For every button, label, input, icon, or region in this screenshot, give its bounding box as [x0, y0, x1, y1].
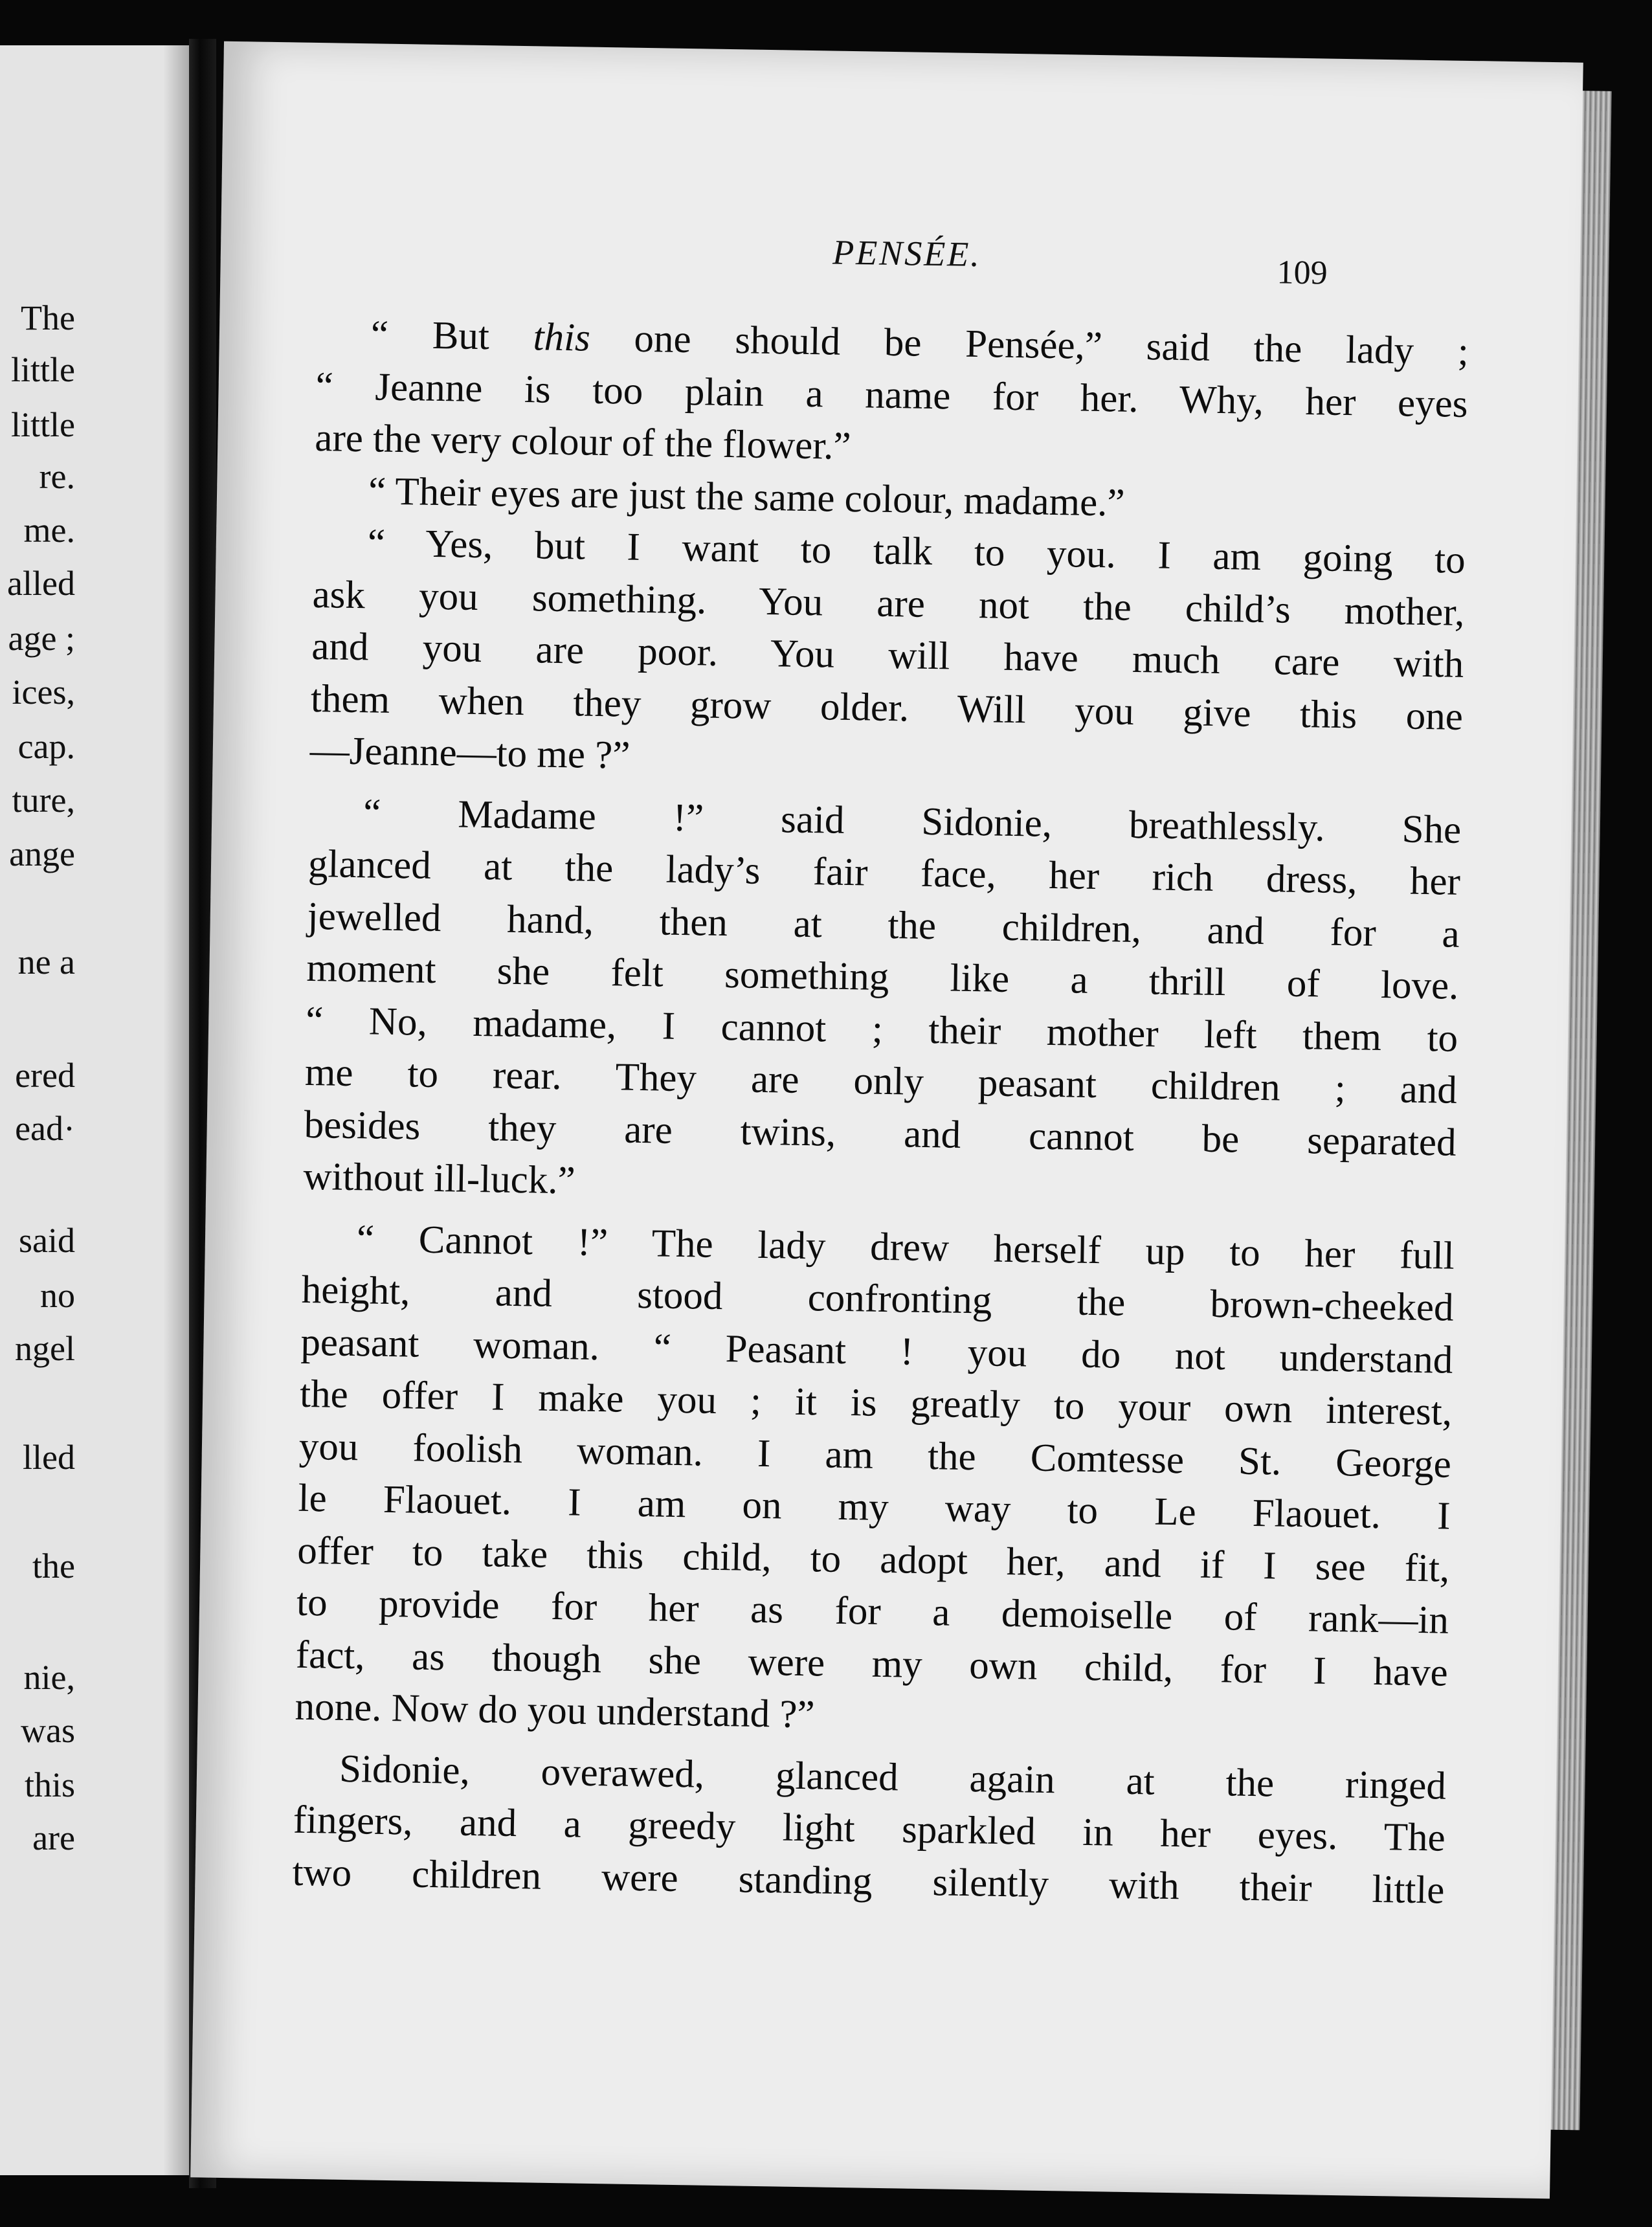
text-line: le Flaouet. I am on my way to Le Flaouet. I [298, 1476, 1451, 1538]
text-line: peasant woman. “ Peasant ! you do not understand [300, 1320, 1453, 1382]
left-page-fragment: cap. [17, 727, 75, 766]
left-page-fragment: lled [23, 1438, 75, 1477]
text-line: Sidonie, overawed, glanced again at the ringed [339, 1747, 1447, 1808]
text-line: jewelled hand, then at the children, and for a [307, 894, 1460, 956]
text-line: “ But this one should be Pensée,” said the lady ; [370, 313, 1469, 374]
left-page-fragment: age ; [8, 619, 75, 658]
text-line: “ Cannot !” The lady drew herself up to her full [356, 1216, 1455, 1278]
text-line: me to rear. They are only peasant children ; and [304, 1050, 1458, 1112]
text-line: moment she felt something like a thrill of love. [306, 946, 1459, 1008]
emphasis-word: this [533, 315, 591, 360]
text-line: besides they are twins, and cannot be separated [304, 1102, 1457, 1165]
left-page-fragment: little [11, 350, 75, 389]
left-page-fragment: this [24, 1765, 75, 1804]
left-page-fragment: no [40, 1276, 75, 1315]
left-page-fragment: was [21, 1711, 75, 1750]
text-line: fact, as though she were my own child, for I have [295, 1633, 1449, 1695]
text-line: “ Madame !” said Sidonie, breathlessly. She [363, 790, 1462, 852]
left-facing-page [0, 45, 192, 2175]
left-page-fragment: are [32, 1819, 75, 1857]
left-page-fragment: the [32, 1547, 75, 1585]
text-line: two children were standing silently with their little [292, 1850, 1445, 1912]
text-line: are the very colour of the flower.” [314, 416, 852, 468]
left-page-fragment: alled [7, 564, 75, 603]
left-page-fragment: little [11, 405, 75, 444]
page-number: 109 [1277, 254, 1328, 292]
text-line: none. Now do you understand ?” [295, 1684, 816, 1737]
text-line: you foolish woman. I am the Comtesse St. George [298, 1424, 1452, 1486]
text-line: the offer I make you ; it is greatly to your own interest, [299, 1372, 1453, 1434]
left-page-fragment: ered [15, 1056, 75, 1095]
left-page-fragment: ead· [15, 1109, 75, 1148]
left-page-fragment: ange [9, 834, 75, 873]
text-line: offer to take this child, to adopt her, and if I see fit, [296, 1528, 1450, 1591]
left-page-fragment: ices, [12, 673, 75, 711]
left-page-fragment: re. [39, 457, 75, 496]
text-line: without ill-luck.” [302, 1154, 576, 1203]
text-line: to provide for her as for a demoiselle of rank—in [296, 1580, 1449, 1642]
text-line: “ Jeanne is too plain a name for her. Why, her eyes [315, 364, 1469, 426]
text-line: “ Yes, but I want to talk to you. I am going to [367, 521, 1466, 582]
left-page-fragment: ture, [12, 781, 75, 820]
left-page-fragment: ngel [15, 1329, 75, 1368]
left-page-fragment: The [21, 298, 75, 337]
text-line: and you are poor. You will have much care with [311, 624, 1464, 686]
left-page-fragment: ne a [17, 943, 75, 981]
page-body-text [292, 308, 1469, 1917]
text-line: height, and stood confronting the brown-cheeked [301, 1268, 1455, 1330]
right-page [190, 41, 1583, 2199]
text-line: ask you something. You are not the child’s mother, [312, 572, 1465, 634]
left-page-fragment: said [19, 1221, 75, 1260]
text-line: “ Their eyes are just the same colour, madame.” [368, 469, 1126, 525]
running-head: PENSÉE. [832, 232, 982, 274]
text-line: glanced at the lady’s fair face, her rich dress, her [307, 842, 1461, 904]
text-line: them when they grow older. Will you give this one [310, 677, 1464, 739]
text-line: —Jeanne—to me ?” [309, 728, 631, 778]
text-line: “ No, madame, I cannot ; their mother left them to [305, 998, 1458, 1060]
text-line: fingers, and a greedy light sparkled in her eyes. The [293, 1798, 1446, 1860]
left-page-fragment: nie, [23, 1658, 75, 1697]
left-page-fragment: me. [23, 511, 75, 550]
